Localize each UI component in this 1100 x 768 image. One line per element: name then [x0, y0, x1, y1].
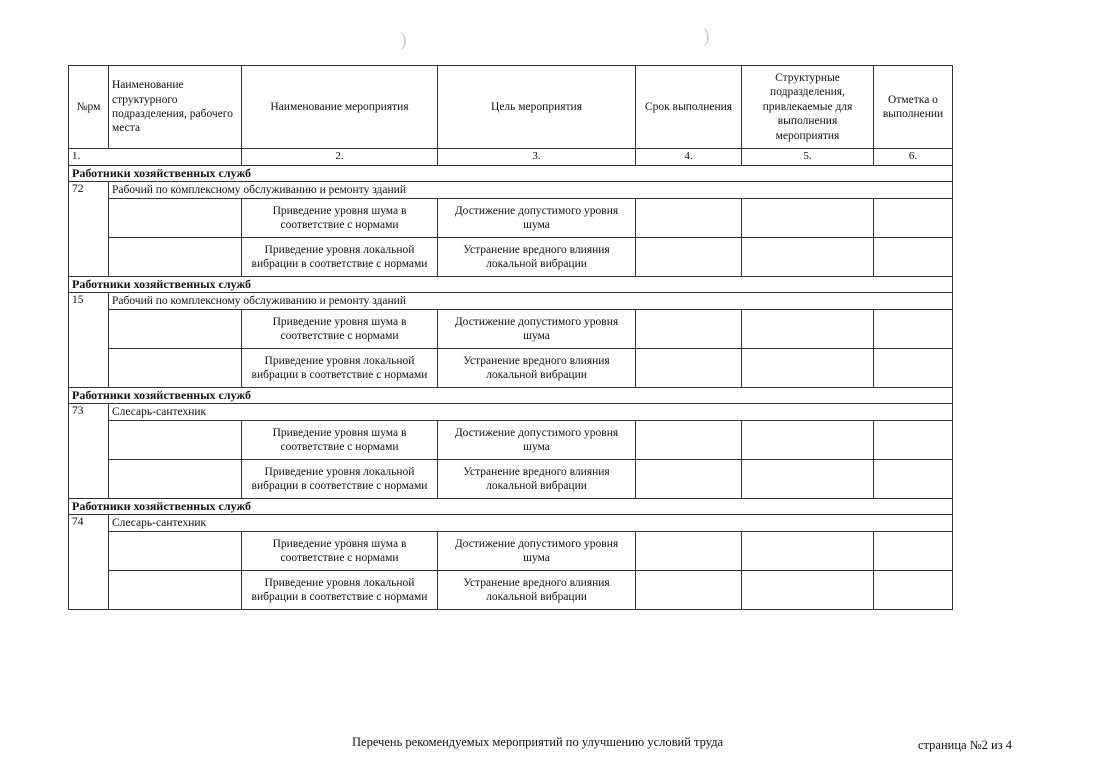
workplace-number: 74: [69, 515, 109, 610]
workplace-name: Слесарь-сантехник: [109, 515, 953, 532]
workplace-row: [69, 515, 953, 532]
group-row: [69, 499, 953, 515]
deadline-cell: [636, 532, 742, 571]
involved-cell: [742, 421, 874, 460]
numbering-cell: 2.: [242, 149, 438, 166]
involved-cell: [742, 238, 874, 277]
measure-name: Приведение уровня шума в соответствие с нормами: [242, 532, 438, 571]
completion-cell: [874, 571, 953, 610]
numbering-cell: 4.: [636, 149, 742, 166]
measure-goal: Достижение допустимого уровня шума: [438, 532, 636, 571]
header-deadline: Срок выполнения: [636, 66, 742, 149]
header-involved: Структурные подразделения, привлекаемые для выполнения мероприятия: [742, 66, 874, 149]
group-row: [69, 166, 953, 182]
deadline-cell: [636, 421, 742, 460]
group-title: Работники хозяйственных служб: [69, 277, 953, 293]
punch-mark-right: ): [703, 25, 710, 47]
measure-name: Приведение уровня локальной вибрации в соответствие с нормами: [242, 349, 438, 388]
completion-cell: [874, 349, 953, 388]
workplace-name: Слесарь-сантехник: [109, 404, 953, 421]
completion-cell: [874, 199, 953, 238]
measure-name: Приведение уровня локальной вибрации в соответствие с нормами: [242, 460, 438, 499]
punch-mark-left: ): [400, 29, 407, 51]
involved-cell: [742, 310, 874, 349]
involved-cell: [742, 571, 874, 610]
completion-cell: [874, 421, 953, 460]
measure-goal: Устранение вредного влияния локальной вибрации: [438, 460, 636, 499]
workplace-row: [69, 293, 953, 310]
table-body: [69, 66, 953, 610]
page-number: страница №2 из 4: [918, 738, 1013, 752]
workplace-number: 72: [69, 182, 109, 277]
involved-cell: [742, 349, 874, 388]
numbering-cell: 1.: [69, 149, 242, 166]
measure-name: Приведение уровня шума в соответствие с нормами: [242, 421, 438, 460]
header-goal: Цель мероприятия: [438, 66, 636, 149]
measure-name: Приведение уровня шума в соответствие с нормами: [242, 310, 438, 349]
measure-unit-cell: [109, 238, 242, 277]
deadline-cell: [636, 199, 742, 238]
measure-name: Приведение уровня локальной вибрации в соответствие с нормами: [242, 238, 438, 277]
measure-row: [69, 310, 953, 349]
measure-unit-cell: [109, 310, 242, 349]
measure-unit-cell: [109, 460, 242, 499]
workplace-row: [69, 404, 953, 421]
involved-cell: [742, 532, 874, 571]
numbering-cell: 3.: [438, 149, 636, 166]
header-mark: Отметка о выполнении: [874, 66, 953, 149]
deadline-cell: [636, 238, 742, 277]
involved-cell: [742, 199, 874, 238]
measure-unit-cell: [109, 532, 242, 571]
group-title: Работники хозяйственных служб: [69, 499, 953, 515]
group-title: Работники хозяйственных служб: [69, 388, 953, 404]
measure-goal: Устранение вредного влияния локальной вибрации: [438, 238, 636, 277]
footer-title: Перечень рекомендуемых мероприятий по улучшению условий труда: [352, 735, 724, 749]
measure-unit-cell: [109, 199, 242, 238]
numbering-row: [69, 149, 953, 166]
workplace-name: Рабочий по комплексному обслуживанию и ремонту зданий: [109, 182, 953, 199]
header-num: №рм: [69, 66, 109, 149]
measure-row: [69, 421, 953, 460]
numbering-cell: 6.: [874, 149, 953, 166]
workplace-name: Рабочий по комплексному обслуживанию и ремонту зданий: [109, 293, 953, 310]
deadline-cell: [636, 571, 742, 610]
deadline-cell: [636, 460, 742, 499]
workplace-row: [69, 182, 953, 199]
measure-row: [69, 571, 953, 610]
measure-goal: Достижение допустимого уровня шума: [438, 421, 636, 460]
header-row: [69, 66, 953, 149]
group-row: [69, 277, 953, 293]
numbering-cell: 5.: [742, 149, 874, 166]
measure-goal: Устранение вредного влияния локальной вибрации: [438, 349, 636, 388]
measure-unit-cell: [109, 349, 242, 388]
measure-goal: Устранение вредного влияния локальной вибрации: [438, 571, 636, 610]
measure-row: [69, 532, 953, 571]
workplace-number: 73: [69, 404, 109, 499]
completion-cell: [874, 310, 953, 349]
completion-cell: [874, 460, 953, 499]
measure-goal: Достижение допустимого уровня шума: [438, 199, 636, 238]
involved-cell: [742, 460, 874, 499]
header-unit: Наименование структурного подразделения, рабочего места: [109, 66, 242, 149]
measure-goal: Достижение допустимого уровня шума: [438, 310, 636, 349]
measure-row: [69, 460, 953, 499]
workplace-number: 15: [69, 293, 109, 388]
completion-cell: [874, 532, 953, 571]
measure-row: [69, 349, 953, 388]
measure-unit-cell: [109, 571, 242, 610]
header-measure: Наименование мероприятия: [242, 66, 438, 149]
deadline-cell: [636, 310, 742, 349]
measure-unit-cell: [109, 421, 242, 460]
completion-cell: [874, 238, 953, 277]
measure-name: Приведение уровня локальной вибрации в соответствие с нормами: [242, 571, 438, 610]
measures-table: [68, 65, 953, 610]
measure-row: [69, 199, 953, 238]
group-row: [69, 388, 953, 404]
deadline-cell: [636, 349, 742, 388]
group-title: Работники хозяйственных служб: [69, 166, 953, 182]
measure-row: [69, 238, 953, 277]
measure-name: Приведение уровня шума в соответствие с нормами: [242, 199, 438, 238]
